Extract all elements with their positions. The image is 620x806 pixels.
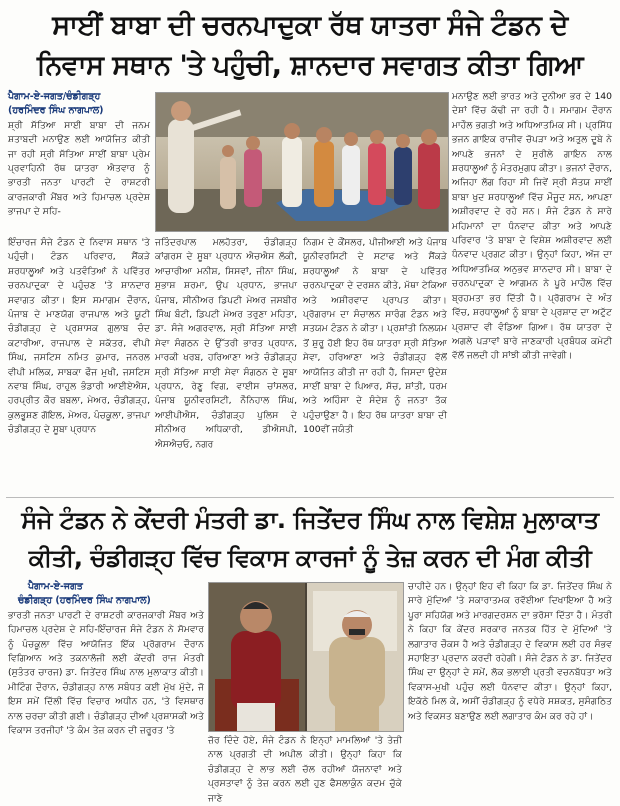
story2-col2-text: ਜ਼ੋਰ ਦਿੰਦੇ ਹੋਏ, ਸੰਜੇ ਟੰਡਨ ਨੇ ਇਨ੍ਹਾਂ ਮਾਮਲਿਆਂ 'ਤੇ ਤੇਜ਼ੀ ਨਾਲ ਪ੍ਰਗਤੀ ਦੀ ਅਪੀਲ ਕੀਤੀ। ਉਨ੍ਹਾਂ ਕਿਹਾ ਕਿ ਚੰਡੀਗੜ੍ਹ ਦੇ ਲਾਭ ਲਈ ਚੱਲ ਰਹੀਆਂ ਯੋਜਨਾਵਾਂ ਅਤੇ ਪ੍ਰਸਤਾਵਾਂ ਨੂੰ ਤੇਜ਼ ਕਰਨ ਲਈ ਹੁਣ ਫੈਸਲਾਕੁੰਨ ਕਦਮ ਚੁੱਕੇ ਜਾਣੇ xyxy=(208,735,402,804)
story1-photo-rath-yatra-welcome xyxy=(155,92,449,232)
story2-reporter: ਚੰਡੀਗੜ੍ਹ (ਹਰਮਿੰਦਰ ਸਿੰਘ ਨਾਗਪਾਲ) xyxy=(18,595,151,607)
story1-col1b-text: ਇੰਚਾਰਜ ਸੰਜੇ ਟੰਡਨ ਦੇ ਨਿਵਾਸ ਸਥਾਨ 'ਤੇ ਪਹੁੰਚੀ। ਟੰਡਨ ਪਰਿਵਾਰ, ਸੈਂਕੜੇ ਸ਼ਰਧਾਲੂਆਂ ਅਤੇ ਪਤਵੰਤਿਆਂ ਨੇ ਪਵਿੱਤਰ ਚਰਨਪਾਦੁਕਾ ਦੇ ਪਹੁੰਚਣ 'ਤੇ ਸ਼ਾਨਦਾਰ ਸਵਾਗਤ ਕੀਤਾ। ਇਸ ਸਮਾਗਮ ਦੌਰਾਨ, ਪੰਜਾਬ ਦੇ ਮਾਣਯੋਗ ਰਾਜਪਾਲ ਅਤੇ ਯੂਟੀ ਚੰਡੀਗੜ੍ਹ ਦੇ ਪ੍ਰਸ਼ਾਸਕ ਗੁਲਾਬ ਚੰਦ ਕਟਾਰੀਆ, ਰਾਜਪਾਲ ਦੇ ਸਕੱਤਰ, ਵੀਪੀ ਸਿੰਘ, ਜਸਟਿਸ ਨਮਿਤ ਕੁਮਾਰ, ਜਨਰਲ ਵੀਪੀ ਮਲਿਕ, ਸਾਬਕਾ ਫੌਜ ਮੁਖੀ, ਜਸਟਿਸ ਨਵਾਬ ਸਿੰਘ, ਰਾਹੁਲ ਭੰਡਾਰੀ ਆਈਏਐਸ, ਹਰਪ੍ਰੀਤ ਕੌਰ ਬਬਲਾ, ਮੇਅਰ, ਚੰਡੀਗੜ੍ਹ, ਕੁਲਭੂਸ਼ਣ ਗੋਇਲ, ਮੇਅਰ, ਪੰਚਕੂਲਾ, ਭਾਜਪਾ ਚੰਡੀਗੜ੍ਹ ਦੇ ਸੂਬਾ ਪ੍ਰਧਾਨ xyxy=(8,237,150,436)
story1-byline: ਪੈਗਾਮ-ਏ-ਜਗਤ/ਚੰਡੀਗੜ੍ਹ xyxy=(8,91,101,102)
section-divider xyxy=(6,497,614,498)
story2-column-3 xyxy=(408,580,612,790)
story1-column-1b xyxy=(8,236,150,494)
story2-col1-text: ਭਾਰਤੀ ਜਨਤਾ ਪਾਰਟੀ ਦੇ ਰਾਸ਼ਟਰੀ ਕਾਰਜਕਾਰੀ ਮੈਂਬਰ ਅਤੇ ਹਿਮਾਚਲ ਪ੍ਰਦੇਸ਼ ਦੇ ਸਹਿ-ਇੰਚਾਰਜ ਸੰਜੇ ਟੰਡਨ ਨੇ ਸੋਮਵਾਰ ਨੂੰ ਪੰਚਕੂਲਾ ਵਿੱਚ ਆਯੋਜਿਤ ਇੱਕ ਪ੍ਰੋਗਰਾਮ ਦੌਰਾਨ ਵਿਗਿਆਨ ਅਤੇ ਤਕਨਾਲੋਜੀ ਲਈ ਕੇਂਦਰੀ ਰਾਜ ਮੰਤਰੀ (ਸੁਤੰਤਰ ਚਾਰਜ) ਡਾ. ਜਿਤੇਂਦਰ ਸਿੰਘ ਨਾਲ ਮੁਲਾਕਾਤ ਕੀਤੀ। ਮੀਟਿੰਗ ਦੌਰਾਨ, ਚੰਡੀਗੜ੍ਹ ਨਾਲ ਸਬੰਧਤ ਕਈ ਮੁੱਖ ਮੁੱਦੇ, ਜੋ ਇਸ ਸਮੇਂ ਦਿੱਲੀ ਵਿੱਚ ਵਿਚਾਰ ਅਧੀਨ ਹਨ, 'ਤੇ ਵਿਸਥਾਰ ਨਾਲ ਚਰਚਾ ਕੀਤੀ ਗਈ। ਚੰਡੀਗੜ੍ਹ ਦੀਆਂ ਪ੍ਰਸ਼ਾਸਕੀ ਅਤੇ ਵਿਕਾਸ ਤਰਜੀਹਾਂ 'ਤੇ ਕੰਮ ਤੇਜ਼ ਕਰਨ ਦੀ ਜ਼ਰੂਰਤ 'ਤੇ xyxy=(8,609,204,737)
story1-photo-illustration xyxy=(156,93,448,231)
story1-column-4 xyxy=(452,90,612,494)
story1-column-2 xyxy=(155,236,297,494)
story2-photo-meeting-with-minister xyxy=(208,582,404,732)
story1-headline-line1: ਸਾਈਂ ਬਾਬਾ ਦੀ ਚਰਨਪਾਦੁਕਾ ਰੱਥ ਯਾਤਰਾ ਸੰਜੇ ਟੰਡਨ ਦੇ xyxy=(52,10,568,41)
story2-headline-line1: ਸੰਜੇ ਟੰਡਨ ਨੇ ਕੇਂਦਰੀ ਮੰਤਰੀ ਡਾ. ਜਿਤੇਂਦਰ ਸਿੰਘ ਨਾਲ ਵਿਸ਼ੇਸ਼ ਮੁਲਾਕਾਤ xyxy=(21,506,599,534)
story2-col3-text: ਚਾਹੀਦੇ ਹਨ। ਉਨ੍ਹਾਂ ਇਹ ਵੀ ਕਿਹਾ ਕਿ ਡਾ. ਜਿਤੇਂਦਰ ਸਿੰਘ ਨੇ ਸਾਰੇ ਮੁੱਦਿਆਂ 'ਤੇ ਸਕਾਰਾਤਮਕ ਰਵੱਈਆ ਦਿਖਾਇਆ ਹੈ ਅਤੇ ਪੂਰਾ ਸਹਿਯੋਗ ਅਤੇ ਮਾਰਗਦਰਸ਼ਨ ਦਾ ਭਰੋਸਾ ਦਿੱਤਾ ਹੈ। ਮੰਤਰੀ ਨੇ ਕਿਹਾ ਕਿ ਕੇਂਦਰ ਸਰਕਾਰ ਜਨਤਕ ਹਿੱਤ ਦੇ ਮੁੱਦਿਆਂ 'ਤੇ ਲਗਾਤਾਰ ਚੌਕਸ ਹੈ ਅਤੇ ਚੰਡੀਗੜ੍ਹ ਦੇ ਵਿਕਾਸ ਲਈ ਹਰ ਸੰਭਵ ਸਹਾਇਤਾ ਪ੍ਰਦਾਨ ਕਰਦੀ ਰਹੇਗੀ। ਸੰਜੇ ਟੰਡਨ ਨੇ ਡਾ. ਜਿਤੇਂਦਰ ਸਿੰਘ ਦਾ ਉਨ੍ਹਾਂ ਦੇ ਸਮੇਂ, ਲੋਕ ਭਲਾਈ ਪ੍ਰਤੀ ਵਚਨਬੱਧਤਾ ਅਤੇ ਵਿਕਾਸ-ਮੁਖੀ ਪਹੁੰਚ ਲਈ ਧੰਨਵਾਦ ਕੀਤਾ। ਉਨ੍ਹਾਂ ਕਿਹਾ, ਇਕੱਠੇ ਮਿਲ ਕੇ, ਅਸੀਂ ਚੰਡੀਗੜ੍ਹ ਨੂੰ ਵਧੇਰੇ ਸਸ਼ਕਤ, ਸੁਸੰਗਠਿਤ ਅਤੇ ਵਿਕਸਤ ਬਣਾਉਣ ਲਈ ਲਗਾਤਾਰ ਕੰਮ ਕਰ ਰਹੇ ਹਾਂ। xyxy=(408,581,612,722)
story2-photo-illustration xyxy=(209,583,403,731)
story2-headline-line2: ਕੀਤੀ, ਚੰਡੀਗੜ੍ਹ ਵਿੱਚ ਵਿਕਾਸ ਕਾਰਜਾਂ ਨੂੰ ਤੇਜ਼ ਕਰਨ ਦੀ ਮੰਗ ਕੀਤੀ xyxy=(28,544,592,572)
story1-reporter: (ਹਰਮਿੰਦਰ ਸਿੰਘ ਨਾਗਪਾਲ) xyxy=(8,105,104,117)
story1-column-3 xyxy=(303,236,447,494)
story1-column-1a xyxy=(8,90,150,236)
story1-headline-line2: ਨਿਵਾਸ ਸਥਾਨ 'ਤੇ ਪਹੁੰਚੀ, ਸ਼ਾਨਦਾਰ ਸਵਾਗਤ ਕੀਤਾ ਗਿਆ xyxy=(36,50,584,81)
story1-col2-text: ਜਤਿੰਦਰਪਾਲ ਮਲਹੋਤਰਾ, ਚੰਡੀਗੜ੍ਹ ਕਾਂਗਰਸ ਦੇ ਸੂਬਾ ਪ੍ਰਧਾਨ ਐਚਐਸ ਲੱਕੀ, ਆਚਾਰੀਆ ਮਨੀਸ਼, ਸਿਸਵਾਂ, ਜੀਨਾ ਸਿੰਘ, ਸੁਭਾਸ਼ ਸ਼ਰਮਾ, ਉਪ ਪ੍ਰਧਾਨ, ਭਾਜਪਾ ਪੰਜਾਬ, ਸੀਨੀਅਰ ਡਿਪਟੀ ਮੇਅਰ ਜਸਬੀਰ ਸਿੰਘ ਬੰਟੀ, ਡਿਪਟੀ ਮੇਅਰ ਤਰੁਣਾ ਮਹਿਤਾ, ਡਾ. ਸੰਜੇ ਅਗਰਵਾਲ, ਸ੍ਰੀ ਸੱਤਿਆ ਸਾਈ ਸੇਵਾ ਸੰਗਠਨ ਦੇ ਉੱਤਰੀ ਭਾਰਤ ਪ੍ਰਧਾਨ, ਮਾਰਕੀ ਖਰਬ, ਹਰਿਆਣਾ ਅਤੇ ਚੰਡੀਗੜ੍ਹ ਸ੍ਰੀ ਸੱਤਿਆ ਸਾਈ ਸੇਵਾ ਸੰਗਠਨ ਦੇ ਸੂਬਾ ਪ੍ਰਧਾਨ, ਰੇਣੂ ਵਿਗ, ਵਾਈਸ ਚਾਂਸਲਰ, ਪੰਜਾਬ ਯੂਨੀਵਰਸਿਟੀ, ਨੌਨਿਹਾਲ ਸਿੰਘ, ਆਈਪੀਐਸ, ਚੰਡੀਗੜ੍ਹ ਪੁਲਿਸ ਦੇ ਸੀਨੀਅਰ ਅਧਿਕਾਰੀ, ਡੀਐਸਪੀ, ਐਸਐਚਓ, ਨਗਰ xyxy=(155,237,297,450)
story2-column-1 xyxy=(8,580,204,788)
story1-col4-text: ਮਨਾਉਣ ਲਈ ਭਾਰਤ ਅਤੇ ਦੁਨੀਆ ਭਰ ਦੇ 140 ਦੇਸ਼ਾਂ ਵਿੱਚ ਕੱਢੀ ਜਾ ਰਹੀ ਹੈ। ਸਮਾਗਮ ਦੌਰਾਨ ਮਾਹੌਲ ਭਗਤੀ ਅਤੇ ਅਧਿਆਤਮਿਕ ਸੀ। ਪ੍ਰਸਿੱਧ ਭਜਨ ਗਾਇਕ ਰਾਜੀਵ ਚੋਪੜਾ ਅਤੇ ਅਤੁਲ ਦੂਬੇ ਨੇ ਆਪਣੇ ਭਜਨਾਂ ਦੇ ਸੁਰੀਲੇ ਗਾਇਨ ਨਾਲ ਸ਼ਰਧਾਲੂਆਂ ਨੂੰ ਮੰਤਰਮੁਗਧ ਕੀਤਾ। ਭਜਨਾਂ ਦੌਰਾਨ, ਅਜਿਹਾ ਲੱਗ ਰਿਹਾ ਸੀ ਜਿਵੇਂ ਸ੍ਰੀ ਸੱਤਯ ਸਾਈਂ ਬਾਬਾ ਖੁਦ ਸ਼ਰਧਾਲੂਆਂ ਵਿੱਚ ਮੌਜੂਦ ਸਨ, ਆਪਣਾ ਅਸ਼ੀਰਵਾਦ ਦੇ ਰਹੇ ਸਨ। ਸੰਜੇ ਟੰਡਨ ਨੇ ਸਾਰੇ ਮਹਿਮਾਨਾਂ ਦਾ ਧੰਨਵਾਦ ਕੀਤਾ ਅਤੇ ਆਪਣੇ ਪਰਿਵਾਰ 'ਤੇ ਬਾਬਾ ਦੇ ਵਿਸ਼ੇਸ਼ ਅਸ਼ੀਰਵਾਦ ਲਈ ਧੰਨਵਾਦ ਪ੍ਰਗਟ ਕੀਤਾ। ਉਨ੍ਹਾਂ ਕਿਹਾ, ਅੱਜ ਦਾ ਅਧਿਆਤਮਿਕ ਅਨੁਭਵ ਸ਼ਾਨਦਾਰ ਸੀ। ਬਾਬਾ ਦੇ ਚਰਨਪਾਦੁਕਾ ਦੇ ਆਗਮਨ ਨੇ ਪੂਰੇ ਮਾਹੌਲ ਵਿੱਚ ਬ੍ਰਹਮਤਾ ਭਰ ਦਿੱਤੀ ਹੈ। ਪ੍ਰੋਗਰਾਮ ਦੇ ਅੰਤ ਵਿੱਚ, ਸ਼ਰਧਾਲੂਆਂ ਨੂੰ ਬਾਬਾ ਦੇ ਪ੍ਰਸ਼ਾਦ ਦਾ ਅਟੁੱਟ ਪ੍ਰਸ਼ਾਦ ਵੀ ਵੰਡਿਆ ਗਿਆ। ਰੱਥ ਯਾਤਰਾ ਦੇ ਅਗਲੇ ਪੜਾਵਾਂ ਬਾਰੇ ਜਾਣਕਾਰੀ ਪ੍ਰਬੰਧਕ ਕਮੇਟੀ ਵੱਲੋਂ ਜਲਦੀ ਹੀ ਸਾਂਝੀ ਕੀਤੀ ਜਾਵੇਗੀ। xyxy=(452,91,612,362)
story1-col1a-text: ਸ਼੍ਰੀ ਸੱਤਿਆ ਸਾਈ ਬਾਬਾ ਦੀ ਜਨਮ ਸ਼ਤਾਬਦੀ ਮਨਾਉਣ ਲਈ ਆਯੋਜਿਤ ਕੀਤੀ ਜਾ ਰਹੀ ਸ੍ਰੀ ਸੱਤਿਆ ਸਾਈਂ ਬਾਬਾ ਪ੍ਰੇਮ ਪ੍ਰਵਾਹਿਨੀ ਰੱਥ ਯਾਤਰਾ ਐਤਵਾਰ ਨੂੰ ਭਾਰਤੀ ਜਨਤਾ ਪਾਰਟੀ ਦੇ ਰਾਸ਼ਟਰੀ ਕਾਰਜਕਾਰੀ ਮੈਂਬਰ ਅਤੇ ਹਿਮਾਚਲ ਪ੍ਰਦੇਸ਼ ਭਾਜਪਾ ਦੇ ਸਹਿ- xyxy=(8,119,150,218)
story2-byline: ਪੈਗਾਮ-ਏ-ਜਗਤ xyxy=(28,581,83,592)
story1-col3-text: ਨਿਗਮ ਦੇ ਕੌਂਸਲਰ, ਪੀਜੀਆਈ ਅਤੇ ਪੰਜਾਬ ਯੂਨੀਵਰਸਿਟੀ ਦੇ ਸਟਾਫ ਅਤੇ ਸੈਂਕੜੇ ਸ਼ਰਧਾਲੂਆਂ ਨੇ ਬਾਬਾ ਦੇ ਪਵਿੱਤਰ ਚਰਨਪਾਦੁਕਾ ਦੇ ਦਰਸ਼ਨ ਕੀਤੇ, ਮੱਥਾ ਟੇਕਿਆ ਅਤੇ ਅਸ਼ੀਰਵਾਦ ਪ੍ਰਾਪਤ ਕੀਤਾ। ਪ੍ਰੋਗਰਾਮ ਦਾ ਸੰਚਾਲਨ ਸਾਰੰਗ ਟੰਡਨ ਅਤੇ ਸਤਯਮ ਟੰਡਨ ਨੇ ਕੀਤਾ। ਪ੍ਰਸ਼ਾਂਤੀ ਨਿਲਯਮ ਤੋਂ ਸ਼ੁਰੂ ਹੋਈ ਇਹ ਰੱਥ ਯਾਤਰਾ ਸ੍ਰੀ ਸੱਤਿਆ ਸੇਵਾ, ਹਰਿਆਣਾ ਅਤੇ ਚੰਡੀਗੜ੍ਹ ਵੱਲੋਂ ਆਯੋਜਿਤ ਕੀਤੀ ਜਾ ਰਹੀ ਹੈ, ਜਿਸਦਾ ਉਦੇਸ਼ ਸਾਈਂ ਬਾਬਾ ਦੇ ਪਿਆਰ, ਸੱਚ, ਸ਼ਾਂਤੀ, ਧਰਮ ਅਤੇ ਅਹਿੰਸਾ ਦੇ ਸੰਦੇਸ਼ ਨੂੰ ਜਨਤਾ ਤੱਕ ਪਹੁੰਚਾਉਣਾ ਹੈ। ਇਹ ਰੱਥ ਯਾਤਰਾ ਬਾਬਾ ਦੀ 100ਵੀਂ ਜਯੰਤੀ xyxy=(303,237,447,436)
story2-column-2 xyxy=(208,734,402,804)
